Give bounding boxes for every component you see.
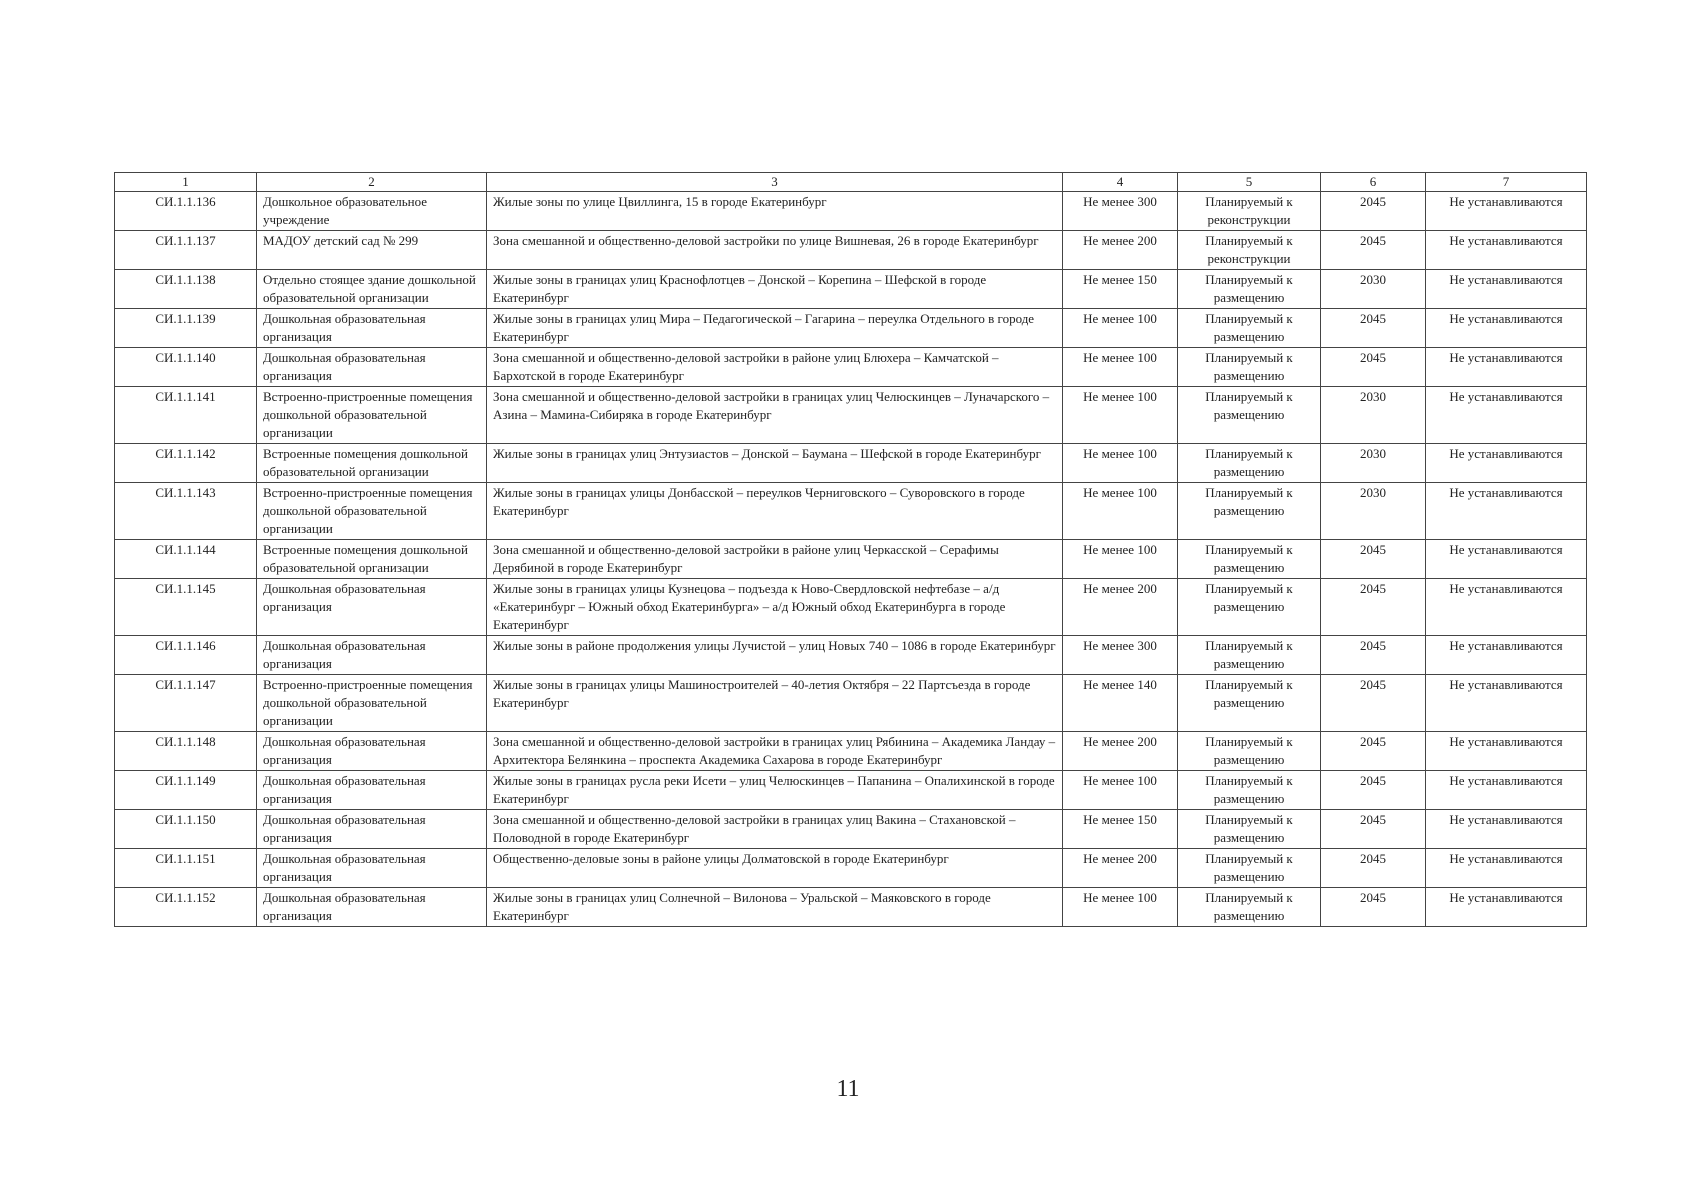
cell-location: Зона смешанной и общественно-деловой застройки в границах улиц Вакина – Стахановской – Половодной в городе Екатеринбург xyxy=(487,810,1063,849)
cell-zones: Не устанавливаются xyxy=(1426,483,1587,540)
cell-location: Зона смешанной и общественно-деловой застройки по улице Вишневая, 26 в городе Екатеринбург xyxy=(487,231,1063,270)
cell-name: Встроенно-пристроенные помещения дошкольной образовательной организации xyxy=(257,483,487,540)
cell-id: СИ.1.1.148 xyxy=(115,732,257,771)
column-number: 3 xyxy=(487,173,1063,192)
table-row xyxy=(115,444,1587,483)
cell-zones: Не устанавливаются xyxy=(1426,888,1587,927)
cell-location: Зона смешанной и общественно-деловой застройки в границах улиц Рябинина – Академика Ландау – Архитектора Белянкина – проспекта Академика Сахарова в городе Екатеринбург xyxy=(487,732,1063,771)
table-row xyxy=(115,231,1587,270)
table-row xyxy=(115,771,1587,810)
cell-year: 2045 xyxy=(1321,348,1426,387)
cell-status: Планируемый к размещению xyxy=(1178,732,1321,771)
cell-id: СИ.1.1.143 xyxy=(115,483,257,540)
cell-name: Встроенные помещения дошкольной образовательной организации xyxy=(257,540,487,579)
table-row xyxy=(115,483,1587,540)
table-row xyxy=(115,636,1587,675)
cell-status: Планируемый к размещению xyxy=(1178,675,1321,732)
cell-zones: Не устанавливаются xyxy=(1426,675,1587,732)
table-row xyxy=(115,387,1587,444)
cell-capacity: Не менее 300 xyxy=(1063,636,1178,675)
cell-location: Жилые зоны в границах улицы Машиностроителей – 40-летия Октября – 22 Партсъезда в городе Екатеринбург xyxy=(487,675,1063,732)
cell-year: 2045 xyxy=(1321,636,1426,675)
cell-name: Дошкольная образовательная организация xyxy=(257,771,487,810)
cell-location: Зона смешанной и общественно-деловой застройки в районе улиц Черкасской – Серафимы Дерябиной в городе Екатеринбург xyxy=(487,540,1063,579)
cell-zones: Не устанавливаются xyxy=(1426,309,1587,348)
cell-status: Планируемый к размещению xyxy=(1178,636,1321,675)
cell-status: Планируемый к размещению xyxy=(1178,348,1321,387)
cell-name: Дошкольная образовательная организация xyxy=(257,579,487,636)
cell-capacity: Не менее 100 xyxy=(1063,444,1178,483)
cell-zones: Не устанавливаются xyxy=(1426,444,1587,483)
cell-location: Общественно-деловые зоны в районе улицы Долматовской в городе Екатеринбург xyxy=(487,849,1063,888)
cell-year: 2045 xyxy=(1321,732,1426,771)
cell-zones: Не устанавливаются xyxy=(1426,231,1587,270)
cell-location: Жилые зоны в районе продолжения улицы Лучистой – улиц Новых 740 – 1086 в городе Екатеринбург xyxy=(487,636,1063,675)
cell-status: Планируемый к размещению xyxy=(1178,270,1321,309)
column-number: 7 xyxy=(1426,173,1587,192)
cell-year: 2045 xyxy=(1321,771,1426,810)
cell-capacity: Не менее 100 xyxy=(1063,309,1178,348)
cell-zones: Не устанавливаются xyxy=(1426,732,1587,771)
cell-id: СИ.1.1.152 xyxy=(115,888,257,927)
cell-name: МАДОУ детский сад № 299 xyxy=(257,231,487,270)
cell-capacity: Не менее 100 xyxy=(1063,771,1178,810)
cell-status: Планируемый к размещению xyxy=(1178,888,1321,927)
cell-location: Жилые зоны в границах русла реки Исети – улиц Челюскинцев – Папанина – Опалихинской в городе Екатеринбург xyxy=(487,771,1063,810)
cell-id: СИ.1.1.147 xyxy=(115,675,257,732)
cell-location: Жилые зоны по улице Цвиллинга, 15 в городе Екатеринбург xyxy=(487,192,1063,231)
cell-location: Жилые зоны в границах улиц Энтузиастов – Донской – Баумана – Шефской в городе Екатеринбург xyxy=(487,444,1063,483)
cell-year: 2030 xyxy=(1321,387,1426,444)
cell-id: СИ.1.1.145 xyxy=(115,579,257,636)
table-row xyxy=(115,849,1587,888)
cell-zones: Не устанавливаются xyxy=(1426,192,1587,231)
cell-year: 2030 xyxy=(1321,483,1426,540)
cell-capacity: Не менее 140 xyxy=(1063,675,1178,732)
cell-name: Дошкольное образовательное учреждение xyxy=(257,192,487,231)
cell-id: СИ.1.1.141 xyxy=(115,387,257,444)
cell-id: СИ.1.1.142 xyxy=(115,444,257,483)
cell-zones: Не устанавливаются xyxy=(1426,270,1587,309)
cell-capacity: Не менее 100 xyxy=(1063,540,1178,579)
column-number: 1 xyxy=(115,173,257,192)
cell-name: Отдельно стоящее здание дошкольной образовательной организации xyxy=(257,270,487,309)
cell-status: Планируемый к размещению xyxy=(1178,483,1321,540)
cell-name: Встроенно-пристроенные помещения дошкольной образовательной организации xyxy=(257,387,487,444)
cell-status: Планируемый к реконструкции xyxy=(1178,192,1321,231)
facilities-table xyxy=(114,172,1587,927)
cell-name: Дошкольная образовательная организация xyxy=(257,348,487,387)
cell-name: Дошкольная образовательная организация xyxy=(257,888,487,927)
cell-id: СИ.1.1.139 xyxy=(115,309,257,348)
cell-status: Планируемый к размещению xyxy=(1178,309,1321,348)
cell-capacity: Не менее 300 xyxy=(1063,192,1178,231)
cell-name: Дошкольная образовательная организация xyxy=(257,636,487,675)
column-number: 4 xyxy=(1063,173,1178,192)
cell-id: СИ.1.1.151 xyxy=(115,849,257,888)
cell-year: 2045 xyxy=(1321,579,1426,636)
cell-location: Жилые зоны в границах улиц Краснофлотцев – Донской – Корепина – Шефской в городе Екатеринбург xyxy=(487,270,1063,309)
cell-zones: Не устанавливаются xyxy=(1426,771,1587,810)
cell-location: Зона смешанной и общественно-деловой застройки в границах улиц Челюскинцев – Луначарского – Азина – Мамина-Сибиряка в городе Екатеринбург xyxy=(487,387,1063,444)
table-row xyxy=(115,540,1587,579)
cell-capacity: Не менее 100 xyxy=(1063,387,1178,444)
cell-year: 2045 xyxy=(1321,849,1426,888)
table-row xyxy=(115,348,1587,387)
cell-status: Планируемый к размещению xyxy=(1178,444,1321,483)
cell-status: Планируемый к реконструкции xyxy=(1178,231,1321,270)
cell-status: Планируемый к размещению xyxy=(1178,540,1321,579)
cell-capacity: Не менее 100 xyxy=(1063,888,1178,927)
cell-year: 2030 xyxy=(1321,444,1426,483)
cell-capacity: Не менее 150 xyxy=(1063,810,1178,849)
cell-year: 2045 xyxy=(1321,192,1426,231)
cell-zones: Не устанавливаются xyxy=(1426,810,1587,849)
cell-year: 2045 xyxy=(1321,810,1426,849)
cell-status: Планируемый к размещению xyxy=(1178,849,1321,888)
cell-name: Дошкольная образовательная организация xyxy=(257,810,487,849)
table-row xyxy=(115,309,1587,348)
cell-zones: Не устанавливаются xyxy=(1426,348,1587,387)
table-row xyxy=(115,732,1587,771)
cell-zones: Не устанавливаются xyxy=(1426,540,1587,579)
cell-year: 2045 xyxy=(1321,309,1426,348)
page-number: 11 xyxy=(836,1076,860,1102)
cell-name: Дошкольная образовательная организация xyxy=(257,732,487,771)
table-row xyxy=(115,888,1587,927)
cell-location: Зона смешанной и общественно-деловой застройки в районе улиц Блюхера – Камчатской – Бархотской в городе Екатеринбург xyxy=(487,348,1063,387)
cell-year: 2045 xyxy=(1321,888,1426,927)
cell-id: СИ.1.1.140 xyxy=(115,348,257,387)
cell-capacity: Не менее 200 xyxy=(1063,579,1178,636)
cell-status: Планируемый к размещению xyxy=(1178,387,1321,444)
cell-status: Планируемый к размещению xyxy=(1178,579,1321,636)
cell-year: 2045 xyxy=(1321,675,1426,732)
cell-id: СИ.1.1.146 xyxy=(115,636,257,675)
cell-year: 2030 xyxy=(1321,270,1426,309)
table-row xyxy=(115,579,1587,636)
cell-capacity: Не менее 200 xyxy=(1063,732,1178,771)
cell-capacity: Не менее 150 xyxy=(1063,270,1178,309)
cell-id: СИ.1.1.149 xyxy=(115,771,257,810)
cell-capacity: Не менее 200 xyxy=(1063,231,1178,270)
cell-status: Планируемый к размещению xyxy=(1178,810,1321,849)
cell-id: СИ.1.1.137 xyxy=(115,231,257,270)
cell-status: Планируемый к размещению xyxy=(1178,771,1321,810)
column-number-row xyxy=(115,173,1587,192)
cell-zones: Не устанавливаются xyxy=(1426,849,1587,888)
cell-location: Жилые зоны в границах улиц Солнечной – Вилонова – Уральской – Маяковского в городе Екатеринбург xyxy=(487,888,1063,927)
column-number: 2 xyxy=(257,173,487,192)
cell-capacity: Не менее 100 xyxy=(1063,348,1178,387)
cell-location: Жилые зоны в границах улицы Донбасской – переулков Черниговского – Суворовского в городе Екатеринбург xyxy=(487,483,1063,540)
cell-capacity: Не менее 100 xyxy=(1063,483,1178,540)
cell-id: СИ.1.1.144 xyxy=(115,540,257,579)
table-row xyxy=(115,270,1587,309)
cell-name: Дошкольная образовательная организация xyxy=(257,309,487,348)
cell-id: СИ.1.1.150 xyxy=(115,810,257,849)
table-row xyxy=(115,192,1587,231)
cell-zones: Не устанавливаются xyxy=(1426,636,1587,675)
cell-zones: Не устанавливаются xyxy=(1426,579,1587,636)
cell-name: Дошкольная образовательная организация xyxy=(257,849,487,888)
table-body xyxy=(115,173,1587,927)
cell-capacity: Не менее 200 xyxy=(1063,849,1178,888)
cell-name: Встроенно-пристроенные помещения дошкольной образовательной организации xyxy=(257,675,487,732)
cell-year: 2045 xyxy=(1321,231,1426,270)
table-row xyxy=(115,675,1587,732)
column-number: 5 xyxy=(1178,173,1321,192)
cell-name: Встроенные помещения дошкольной образовательной организации xyxy=(257,444,487,483)
cell-id: СИ.1.1.136 xyxy=(115,192,257,231)
cell-zones: Не устанавливаются xyxy=(1426,387,1587,444)
cell-location: Жилые зоны в границах улицы Кузнецова – подъезда к Ново-Свердловской нефтебазе – а/д «Екатеринбург – Южный обход Екатеринбурга» – а/д Южный обход Екатеринбурга в городе Екатеринбург xyxy=(487,579,1063,636)
column-number: 6 xyxy=(1321,173,1426,192)
table-row xyxy=(115,810,1587,849)
cell-id: СИ.1.1.138 xyxy=(115,270,257,309)
cell-location: Жилые зоны в границах улиц Мира – Педагогической – Гагарина – переулка Отдельного в городе Екатеринбург xyxy=(487,309,1063,348)
cell-year: 2045 xyxy=(1321,540,1426,579)
